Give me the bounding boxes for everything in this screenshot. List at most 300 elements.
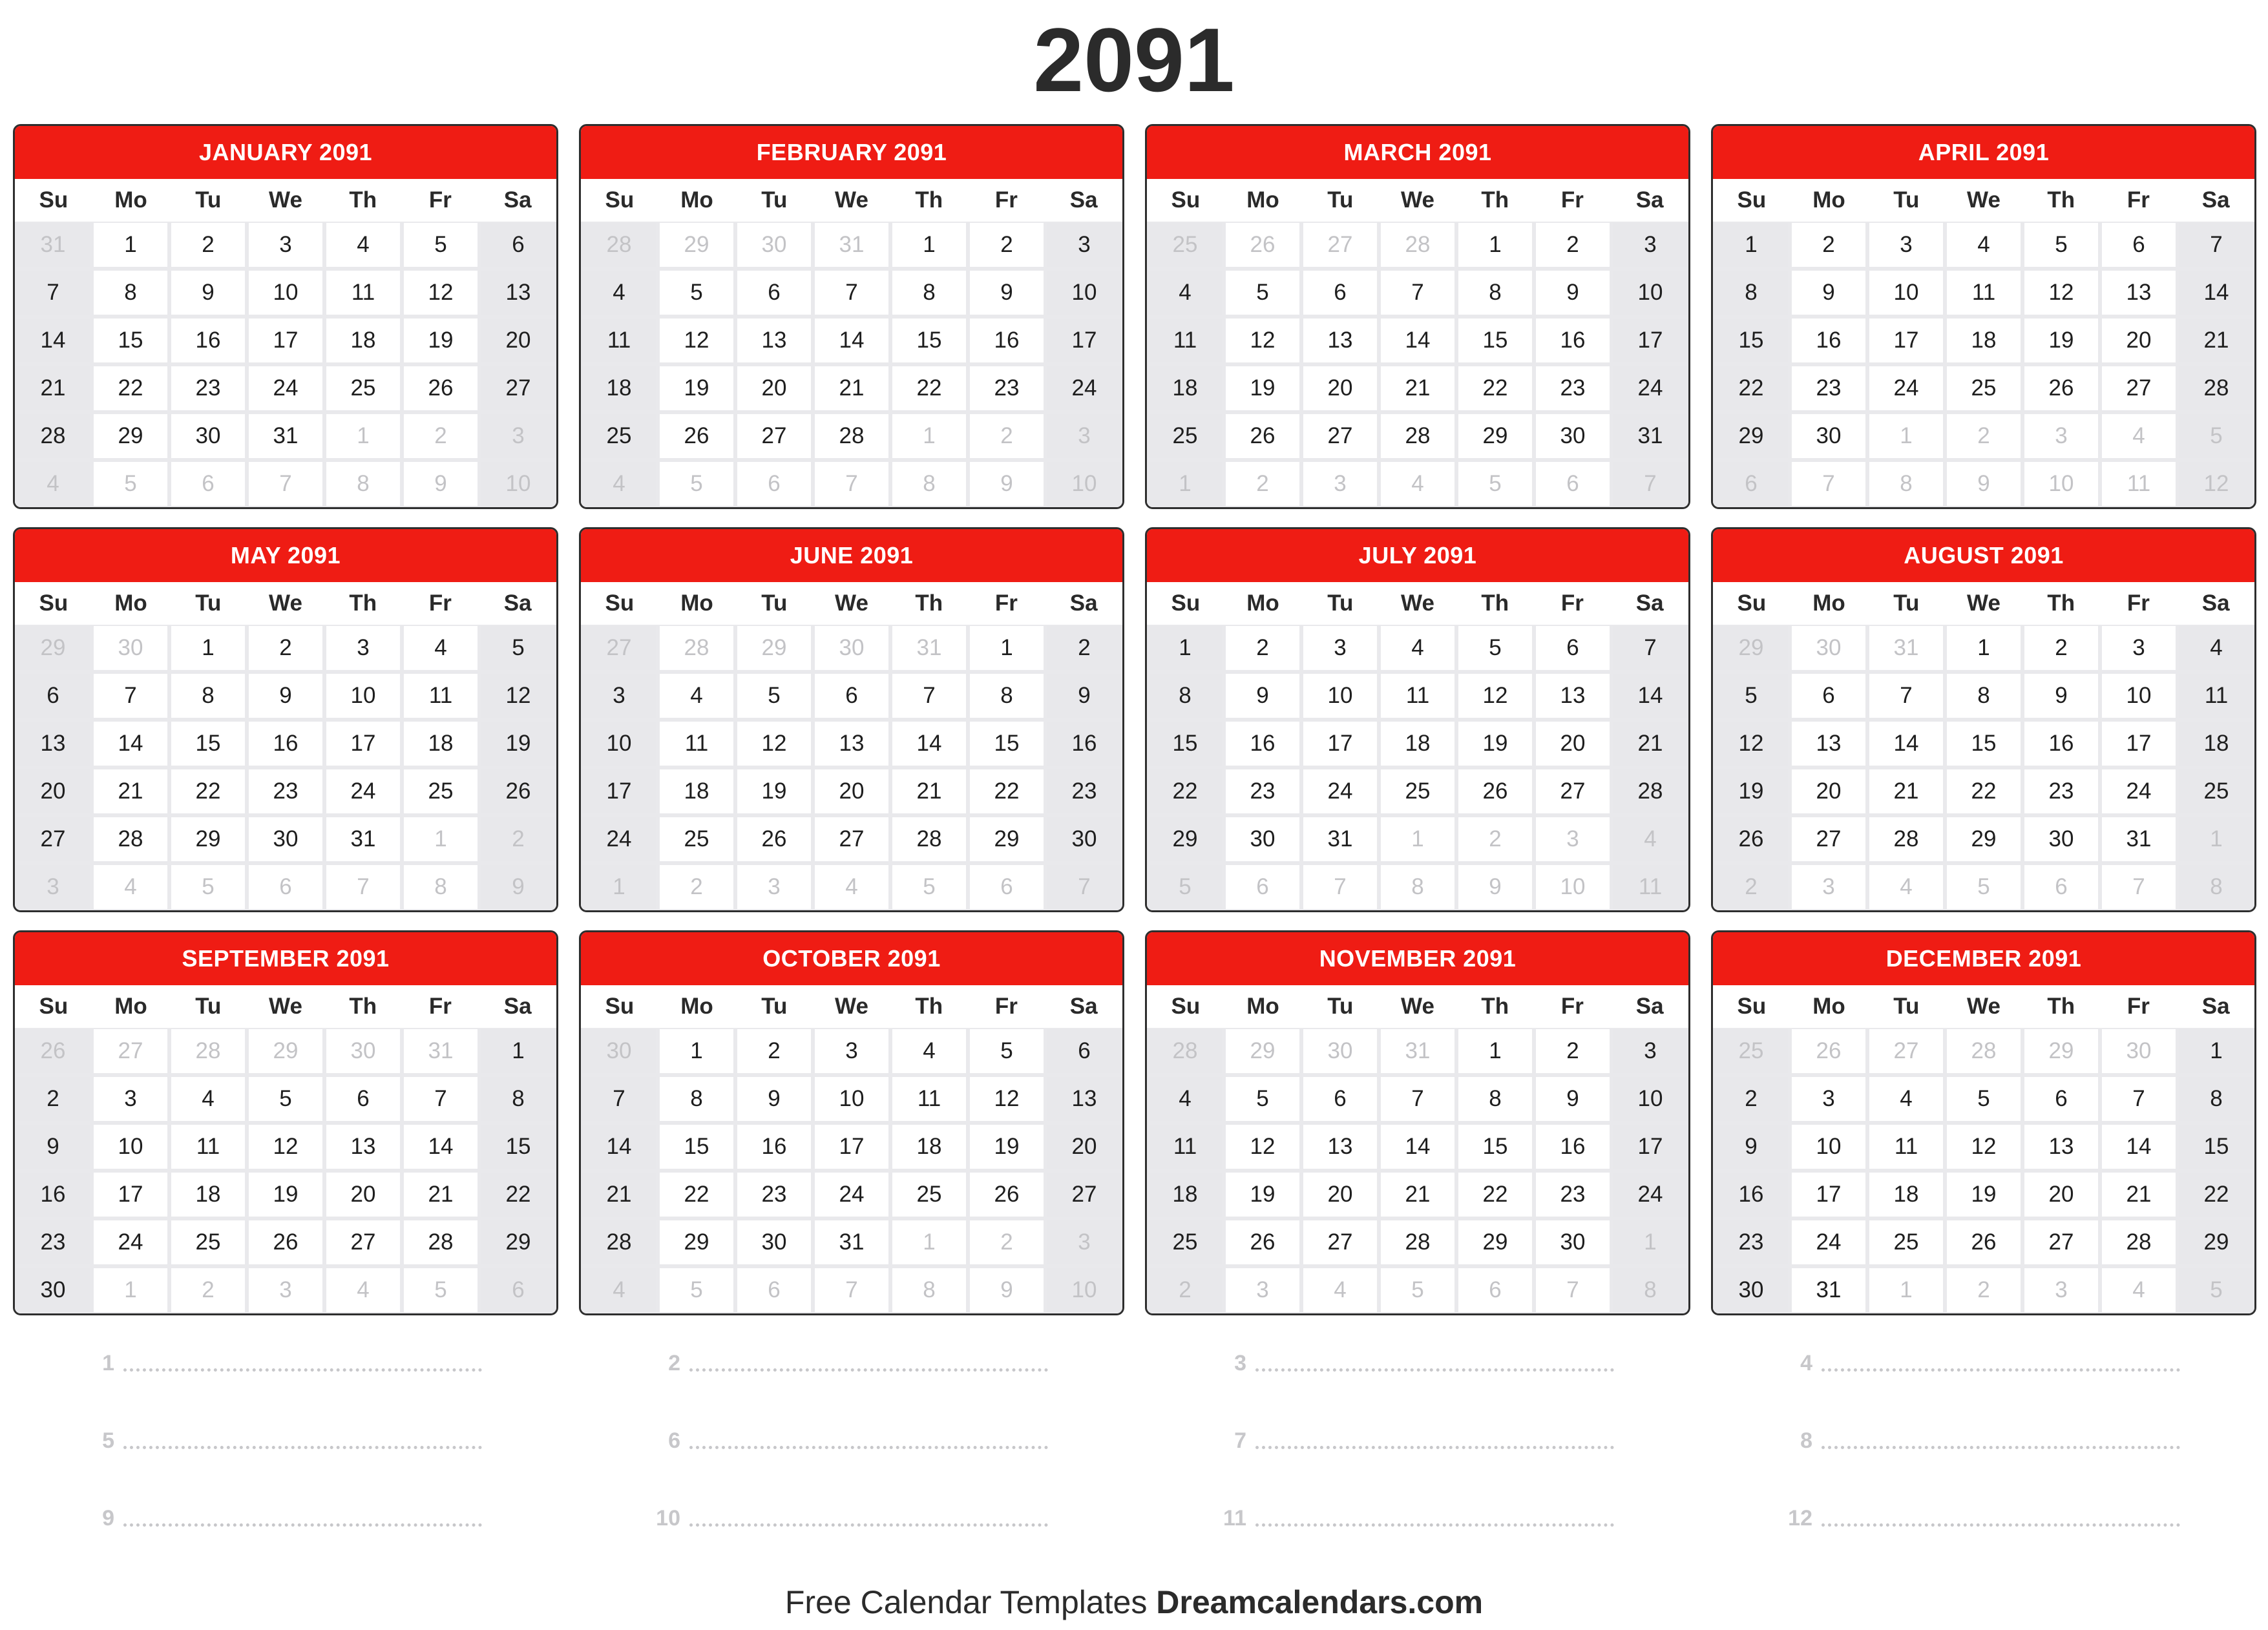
day-cell-outside-month: 27 (1869, 1029, 1943, 1073)
day-cell-outside-month: 27 (1303, 223, 1377, 267)
day-cell: 19 (1458, 722, 1532, 766)
note-number: 6 (668, 1428, 680, 1453)
footer-brand[interactable]: Dreamcalendars.com (1156, 1584, 1484, 1620)
day-cell: 22 (970, 769, 1044, 813)
note-line-item[interactable] (13, 1324, 579, 1402)
day-cell: 30 (737, 1220, 811, 1264)
day-cell: 31 (249, 414, 322, 458)
day-cell-outside-month: 29 (1714, 626, 1788, 670)
day-cell: 4 (1148, 271, 1222, 315)
day-cell: 6 (1303, 271, 1377, 315)
day-cell-outside-month: 6 (970, 865, 1044, 909)
day-cell-outside-month: 1 (94, 1268, 167, 1312)
weekday-label: Fr (428, 590, 452, 616)
day-cell: 25 (326, 366, 400, 410)
dotted-writing-line (1255, 1523, 1614, 1527)
weekday-label: Mo (1246, 994, 1279, 1019)
weekday-label: Su (39, 187, 68, 213)
day-cell: 10 (1792, 1125, 1865, 1169)
day-cell: 6 (16, 674, 90, 718)
day-cell: 10 (1613, 271, 1687, 315)
day-cell: 19 (1226, 1173, 1299, 1217)
day-cell-outside-month: 5 (171, 865, 245, 909)
day-cell: 11 (1148, 319, 1222, 362)
day-cell-outside-month: 5 (1947, 865, 2021, 909)
days-grid (1713, 1028, 2254, 1313)
day-cell-outside-month: 8 (1381, 865, 1454, 909)
day-cell: 22 (1458, 1173, 1532, 1217)
day-cell: 22 (660, 1173, 733, 1217)
day-cell: 31 (1303, 817, 1377, 861)
weekday-label: Sa (1069, 590, 1098, 616)
day-cell-outside-month: 7 (815, 462, 888, 506)
day-cell-outside-month: 10 (1047, 1268, 1121, 1312)
weekday-label: Su (39, 994, 68, 1019)
day-cell: 27 (815, 817, 888, 861)
day-cell: 2 (1792, 223, 1865, 267)
day-cell-outside-month: 10 (1047, 462, 1121, 506)
weekday-label: Fr (2126, 187, 2150, 213)
day-cell: 2 (1714, 1077, 1788, 1121)
note-line-item[interactable] (1145, 1479, 1711, 1557)
weekday-label: Tu (1327, 994, 1354, 1019)
day-cell: 25 (1869, 1220, 1943, 1264)
day-cell: 19 (1947, 1173, 2021, 1217)
day-cell: 12 (404, 271, 478, 315)
weekday-label: Tu (1327, 590, 1354, 616)
day-cell: 15 (1458, 319, 1532, 362)
day-cell-outside-month: 1 (892, 414, 966, 458)
day-cell: 29 (94, 414, 167, 458)
day-cell: 3 (1613, 223, 1687, 267)
day-cell-outside-month: 28 (582, 223, 656, 267)
day-cell: 30 (1536, 1220, 1610, 1264)
day-cell: 5 (2024, 223, 2098, 267)
day-cell-outside-month: 8 (1613, 1268, 1687, 1312)
weekday-label: Fr (1560, 994, 1584, 1019)
day-cell: 26 (1947, 1220, 2021, 1264)
day-cell: 13 (1792, 722, 1865, 766)
day-cell: 14 (1613, 674, 1687, 718)
day-cell: 10 (1613, 1077, 1687, 1121)
day-cell: 1 (660, 1029, 733, 1073)
weekday-label: We (1967, 590, 2000, 616)
day-cell-outside-month: 6 (249, 865, 322, 909)
days-grid (15, 625, 556, 910)
month-title: AUGUST 2091 (1713, 529, 2254, 582)
day-cell: 16 (1536, 319, 1610, 362)
day-cell: 12 (1947, 1125, 2021, 1169)
weekday-header-row (1713, 179, 2254, 222)
day-cell: 24 (815, 1173, 888, 1217)
day-cell-outside-month: 31 (1381, 1029, 1454, 1073)
weekday-label: Th (1481, 590, 1509, 616)
day-cell-outside-month: 29 (737, 626, 811, 670)
day-cell: 14 (582, 1125, 656, 1169)
weekday-header-row (581, 582, 1122, 625)
note-line-item[interactable] (579, 1479, 1145, 1557)
day-cell: 4 (1381, 626, 1454, 670)
day-cell-outside-month: 4 (94, 865, 167, 909)
day-cell: 16 (737, 1125, 811, 1169)
day-cell: 2 (1536, 1029, 1610, 1073)
day-cell-outside-month: 1 (1148, 462, 1222, 506)
day-cell: 7 (2179, 223, 2253, 267)
weekday-label: Tu (195, 590, 222, 616)
day-cell-outside-month: 6 (1458, 1268, 1532, 1312)
day-cell: 2 (2024, 626, 2098, 670)
weekday-label: Sa (2201, 187, 2230, 213)
day-cell: 29 (970, 817, 1044, 861)
day-cell: 14 (404, 1125, 478, 1169)
day-cell: 11 (171, 1125, 245, 1169)
day-cell-outside-month: 2 (404, 414, 478, 458)
weekday-label: Su (39, 590, 68, 616)
day-cell: 29 (1458, 414, 1532, 458)
day-cell-outside-month: 4 (582, 1268, 656, 1312)
day-cell: 16 (2024, 722, 2098, 766)
day-cell-outside-month: 1 (1869, 1268, 1943, 1312)
day-cell: 30 (1714, 1268, 1788, 1312)
dotted-writing-line (689, 1523, 1048, 1527)
day-cell: 9 (2024, 674, 2098, 718)
weekday-label: Sa (2201, 994, 2230, 1019)
day-cell: 30 (171, 414, 245, 458)
weekday-label: Mo (1812, 994, 1845, 1019)
day-cell: 1 (94, 223, 167, 267)
days-grid (15, 222, 556, 507)
day-cell: 22 (1148, 769, 1222, 813)
day-cell: 5 (1947, 1077, 2021, 1121)
day-cell-outside-month: 28 (1148, 1029, 1222, 1073)
day-cell: 3 (1869, 223, 1943, 267)
day-cell: 21 (404, 1173, 478, 1217)
note-line-item[interactable] (579, 1402, 1145, 1479)
day-cell: 3 (815, 1029, 888, 1073)
weekday-label: Fr (2126, 590, 2150, 616)
weekday-label: Su (1737, 590, 1767, 616)
note-line-item[interactable] (1145, 1324, 1711, 1402)
day-cell-outside-month: 7 (326, 865, 400, 909)
day-cell-outside-month: 8 (892, 462, 966, 506)
day-cell: 19 (660, 366, 733, 410)
weekday-label: Th (349, 994, 377, 1019)
weekday-label: Th (2047, 187, 2075, 213)
day-cell: 2 (171, 223, 245, 267)
day-cell: 1 (171, 626, 245, 670)
day-cell-outside-month: 8 (2179, 865, 2253, 909)
day-cell: 22 (481, 1173, 555, 1217)
day-cell: 11 (660, 722, 733, 766)
weekday-label: Mo (114, 187, 147, 213)
day-cell-outside-month: 3 (737, 865, 811, 909)
day-cell: 22 (171, 769, 245, 813)
day-cell: 27 (481, 366, 555, 410)
day-cell-outside-month: 3 (1303, 462, 1377, 506)
day-cell: 3 (1047, 223, 1121, 267)
day-cell: 12 (1226, 1125, 1299, 1169)
day-cell: 12 (481, 674, 555, 718)
day-cell-outside-month: 4 (1381, 462, 1454, 506)
day-cell: 23 (1536, 1173, 1610, 1217)
day-cell-outside-month: 29 (2024, 1029, 2098, 1073)
day-cell: 11 (892, 1077, 966, 1121)
day-cell: 8 (2179, 1077, 2253, 1121)
weekday-header-row (1147, 985, 1688, 1028)
day-cell: 21 (892, 769, 966, 813)
day-cell: 9 (737, 1077, 811, 1121)
day-cell: 13 (1303, 319, 1377, 362)
weekday-label: Su (1737, 994, 1767, 1019)
day-cell: 27 (1303, 1220, 1377, 1264)
day-cell-outside-month: 30 (94, 626, 167, 670)
day-cell-outside-month: 29 (16, 626, 90, 670)
day-cell-outside-month: 4 (2102, 1268, 2176, 1312)
day-cell: 26 (1458, 769, 1532, 813)
day-cell: 31 (1792, 1268, 1865, 1312)
day-cell: 7 (1381, 271, 1454, 315)
day-cell: 11 (1381, 674, 1454, 718)
day-cell: 5 (970, 1029, 1044, 1073)
weekday-header-row (1713, 985, 2254, 1028)
day-cell: 3 (1613, 1029, 1687, 1073)
day-cell: 18 (1148, 1173, 1222, 1217)
day-cell: 28 (2179, 366, 2253, 410)
day-cell: 10 (1303, 674, 1377, 718)
day-cell: 3 (94, 1077, 167, 1121)
day-cell: 4 (892, 1029, 966, 1073)
day-cell-outside-month: 7 (1047, 865, 1121, 909)
day-cell: 11 (582, 319, 656, 362)
day-cell-outside-month: 30 (1792, 626, 1865, 670)
note-number: 3 (1234, 1350, 1246, 1375)
month-panel (1711, 124, 2256, 509)
day-cell: 24 (1047, 366, 1121, 410)
weekday-label: Mo (1812, 590, 1845, 616)
day-cell-outside-month: 5 (1458, 462, 1532, 506)
note-line-item[interactable] (1711, 1324, 2268, 1402)
day-cell: 9 (249, 674, 322, 718)
day-cell: 18 (582, 366, 656, 410)
day-cell-outside-month: 2 (1148, 1268, 1222, 1312)
day-cell: 6 (1047, 1029, 1121, 1073)
day-cell: 12 (2024, 271, 2098, 315)
weekday-label: Sa (503, 590, 532, 616)
dotted-writing-line (123, 1446, 482, 1449)
day-cell: 7 (1613, 626, 1687, 670)
day-cell: 5 (481, 626, 555, 670)
day-cell: 6 (1792, 674, 1865, 718)
day-cell: 15 (481, 1125, 555, 1169)
day-cell: 27 (1047, 1173, 1121, 1217)
weekday-label: We (1401, 994, 1434, 1019)
weekday-header-row (1147, 582, 1688, 625)
day-cell-outside-month: 2 (970, 414, 1044, 458)
day-cell: 15 (1947, 722, 2021, 766)
note-line-item[interactable] (1711, 1479, 2268, 1557)
weekday-label: Tu (761, 187, 788, 213)
day-cell: 1 (481, 1029, 555, 1073)
day-cell-outside-month: 9 (970, 1268, 1044, 1312)
note-line-item[interactable] (13, 1402, 579, 1479)
day-cell: 16 (1714, 1173, 1788, 1217)
day-cell: 8 (892, 271, 966, 315)
day-cell: 26 (2024, 366, 2098, 410)
day-cell: 15 (2179, 1125, 2253, 1169)
day-cell-outside-month: 5 (892, 865, 966, 909)
days-grid (1147, 1028, 1688, 1313)
day-cell: 12 (970, 1077, 1044, 1121)
day-cell: 24 (1869, 366, 1943, 410)
day-cell: 20 (1303, 366, 1377, 410)
day-cell-outside-month: 8 (892, 1268, 966, 1312)
day-cell-outside-month: 7 (1792, 462, 1865, 506)
day-cell: 24 (326, 769, 400, 813)
weekday-label: Th (1481, 994, 1509, 1019)
day-cell: 19 (2024, 319, 2098, 362)
days-grid (581, 625, 1122, 910)
month-title: JUNE 2091 (581, 529, 1122, 582)
weekday-label: Sa (1635, 590, 1664, 616)
day-cell: 17 (1869, 319, 1943, 362)
day-cell: 8 (481, 1077, 555, 1121)
day-cell-outside-month: 2 (970, 1220, 1044, 1264)
day-cell-outside-month: 6 (171, 462, 245, 506)
day-cell: 17 (1613, 319, 1687, 362)
day-cell: 27 (737, 414, 811, 458)
weekday-label: Fr (428, 994, 452, 1019)
day-cell: 27 (16, 817, 90, 861)
day-cell-outside-month: 5 (1381, 1268, 1454, 1312)
day-cell: 5 (249, 1077, 322, 1121)
month-title: SEPTEMBER 2091 (15, 932, 556, 985)
day-cell: 22 (1947, 769, 2021, 813)
note-line-item[interactable] (13, 1479, 579, 1557)
weekday-label: Tu (1893, 187, 1920, 213)
day-cell: 17 (1303, 722, 1377, 766)
day-cell-outside-month: 4 (582, 462, 656, 506)
day-cell: 19 (481, 722, 555, 766)
day-cell: 29 (1148, 817, 1222, 861)
day-cell-outside-month: 3 (2024, 414, 2098, 458)
weekday-label: Fr (1560, 590, 1584, 616)
month-panel (1711, 930, 2256, 1315)
day-cell: 13 (1047, 1077, 1121, 1121)
month-title: JULY 2091 (1147, 529, 1688, 582)
day-cell-outside-month: 11 (2102, 462, 2176, 506)
weekday-label: Tu (1327, 187, 1354, 213)
day-cell-outside-month: 5 (1148, 865, 1222, 909)
weekday-header-row (15, 179, 556, 222)
day-cell: 13 (326, 1125, 400, 1169)
day-cell: 17 (815, 1125, 888, 1169)
weekday-label: Su (605, 590, 635, 616)
day-cell: 29 (1947, 817, 2021, 861)
day-cell: 29 (481, 1220, 555, 1264)
dotted-writing-line (1255, 1446, 1614, 1449)
day-cell: 21 (582, 1173, 656, 1217)
weekday-label: Tu (1893, 590, 1920, 616)
day-cell: 6 (2024, 1077, 2098, 1121)
day-cell: 25 (1947, 366, 2021, 410)
day-cell: 6 (2102, 223, 2176, 267)
days-grid (581, 222, 1122, 507)
day-cell-outside-month: 9 (970, 462, 1044, 506)
day-cell: 6 (481, 223, 555, 267)
day-cell-outside-month: 8 (404, 865, 478, 909)
day-cell: 1 (1458, 223, 1532, 267)
note-line-item[interactable] (579, 1324, 1145, 1402)
note-number: 9 (102, 1505, 114, 1531)
day-cell: 26 (404, 366, 478, 410)
month-panel (579, 124, 1124, 509)
month-title: MARCH 2091 (1147, 126, 1688, 179)
day-cell: 15 (1458, 1125, 1532, 1169)
weekday-label: Sa (1635, 187, 1664, 213)
weekday-label: Mo (114, 994, 147, 1019)
day-cell-outside-month: 28 (171, 1029, 245, 1073)
day-cell-outside-month: 26 (1226, 223, 1299, 267)
day-cell: 27 (1792, 817, 1865, 861)
day-cell: 17 (326, 722, 400, 766)
day-cell: 7 (582, 1077, 656, 1121)
day-cell-outside-month: 30 (2102, 1029, 2176, 1073)
day-cell: 27 (2024, 1220, 2098, 1264)
day-cell: 7 (815, 271, 888, 315)
day-cell: 15 (892, 319, 966, 362)
day-cell: 16 (16, 1173, 90, 1217)
day-cell-outside-month: 2 (1947, 1268, 2021, 1312)
day-cell-outside-month: 6 (1536, 462, 1610, 506)
day-cell: 8 (1714, 271, 1788, 315)
day-cell-outside-month: 30 (815, 626, 888, 670)
day-cell: 14 (892, 722, 966, 766)
day-cell: 25 (2179, 769, 2253, 813)
note-line-item[interactable] (1711, 1402, 2268, 1479)
day-cell-outside-month: 4 (16, 462, 90, 506)
day-cell-outside-month: 30 (737, 223, 811, 267)
day-cell-outside-month: 8 (326, 462, 400, 506)
day-cell-outside-month: 7 (249, 462, 322, 506)
note-number: 2 (668, 1350, 680, 1375)
day-cell: 7 (1381, 1077, 1454, 1121)
weekday-label: Mo (680, 590, 713, 616)
day-cell-outside-month: 31 (815, 223, 888, 267)
day-cell: 4 (2179, 626, 2253, 670)
day-cell: 16 (1047, 722, 1121, 766)
day-cell: 3 (1303, 626, 1377, 670)
day-cell: 1 (2179, 1029, 2253, 1073)
day-cell: 20 (1536, 722, 1610, 766)
day-cell-outside-month: 27 (582, 626, 656, 670)
weekday-header-row (581, 179, 1122, 222)
day-cell-outside-month: 1 (2179, 817, 2253, 861)
day-cell: 9 (1536, 1077, 1610, 1121)
day-cell: 14 (1381, 1125, 1454, 1169)
day-cell: 16 (1536, 1125, 1610, 1169)
day-cell-outside-month: 1 (326, 414, 400, 458)
month-panel (579, 930, 1124, 1315)
day-cell-outside-month: 7 (2102, 865, 2176, 909)
day-cell-outside-month: 6 (1226, 865, 1299, 909)
day-cell-outside-month: 5 (2179, 414, 2253, 458)
day-cell: 9 (1714, 1125, 1788, 1169)
day-cell: 22 (1714, 366, 1788, 410)
day-cell: 16 (1792, 319, 1865, 362)
day-cell: 23 (737, 1173, 811, 1217)
day-cell: 20 (815, 769, 888, 813)
note-line-item[interactable] (1145, 1402, 1711, 1479)
